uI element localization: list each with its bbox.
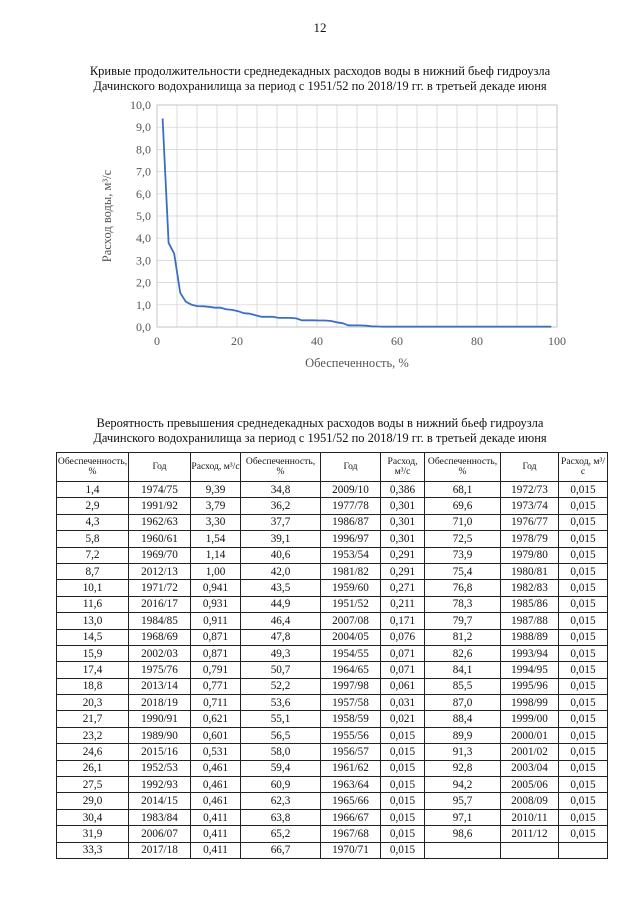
table-row — [57, 777, 608, 793]
table-cell: 1957/58 — [321, 695, 381, 711]
table-cell: 62,3 — [241, 793, 321, 809]
x-tick-label: 0 — [154, 334, 160, 348]
table-cell: 2018/19 — [129, 695, 191, 711]
table-cell: 0,015 — [559, 760, 608, 776]
table-cell: 0,015 — [559, 531, 608, 547]
table-title-line-1: Вероятность превышения среднедекадных расходов воды в нижний бьеф гидроузла — [96, 416, 544, 430]
chart-title — [30, 64, 610, 94]
table-cell: 1980/81 — [501, 563, 559, 579]
table-cell: 0,461 — [191, 760, 241, 776]
table-cell: 0,031 — [381, 695, 425, 711]
table-cell: 43,5 — [241, 580, 321, 596]
table-cell: 63,8 — [241, 809, 321, 825]
table-cell: 79,7 — [425, 613, 501, 629]
table-cell: 0,171 — [381, 613, 425, 629]
table-row — [57, 793, 608, 809]
table-cell: 71,0 — [425, 514, 501, 530]
y-tick-label: 5,0 — [136, 209, 151, 223]
table-cell: 65,2 — [241, 826, 321, 842]
table-cell: 1960/61 — [129, 531, 191, 547]
table-cell: 2007/08 — [321, 613, 381, 629]
table-cell: 60,9 — [241, 777, 321, 793]
table-cell: 1986/87 — [321, 514, 381, 530]
table-cell: 0,015 — [559, 547, 608, 563]
table-cell: 0,015 — [559, 711, 608, 727]
table-cell: 40,6 — [241, 547, 321, 563]
table-cell: 94,2 — [425, 777, 501, 793]
table-cell: 26,1 — [57, 760, 129, 776]
table-cell: 2010/11 — [501, 809, 559, 825]
table-cell: 0,071 — [381, 662, 425, 678]
table-cell: 3,79 — [191, 498, 241, 514]
table-row — [57, 580, 608, 596]
y-tick-label: 1,0 — [136, 297, 151, 312]
table-cell: 13,0 — [57, 613, 129, 629]
table-cell: 0,015 — [381, 809, 425, 825]
table-cell: 1951/52 — [321, 596, 381, 612]
column-header: Обеспеченность, % — [241, 453, 321, 482]
table-cell: 1967/68 — [321, 826, 381, 842]
table-cell: 50,7 — [241, 662, 321, 678]
table-cell: 1963/64 — [321, 777, 381, 793]
table-cell: 1997/98 — [321, 678, 381, 694]
table-header-row — [57, 453, 608, 482]
table-cell: 95,7 — [425, 793, 501, 809]
table-cell: 69,6 — [425, 498, 501, 514]
table-cell: 85,5 — [425, 678, 501, 694]
table-cell: 1969/70 — [129, 547, 191, 563]
table-cell: 0,015 — [381, 793, 425, 809]
table-cell: 46,4 — [241, 613, 321, 629]
table-cell: 88,4 — [425, 711, 501, 727]
page-number: 12 — [313, 20, 327, 35]
x-tick-label: 60 — [391, 334, 403, 348]
table-cell: 0,301 — [381, 531, 425, 547]
table-cell: 1998/99 — [501, 695, 559, 711]
table-cell: 1994/95 — [501, 662, 559, 678]
table-cell: 2014/15 — [129, 793, 191, 809]
table-cell: 0,015 — [559, 695, 608, 711]
table-cell — [559, 842, 608, 858]
table-cell: 2017/18 — [129, 842, 191, 858]
table-cell: 0,531 — [191, 744, 241, 760]
table-cell: 0,411 — [191, 842, 241, 858]
table-row — [57, 531, 608, 547]
table-cell: 2,9 — [57, 498, 129, 514]
table-cell: 2004/05 — [321, 629, 381, 645]
table-cell: 1990/91 — [129, 711, 191, 727]
table-cell: 1975/76 — [129, 662, 191, 678]
y-axis-label: Расход воды, м³/с — [100, 169, 114, 263]
table-cell: 18,8 — [57, 678, 129, 694]
table-cell: 1958/59 — [321, 711, 381, 727]
y-tick-label: 7,0 — [136, 164, 151, 179]
table-cell: 0,015 — [559, 563, 608, 579]
table-cell: 30,4 — [57, 809, 129, 825]
table-cell: 2006/07 — [129, 826, 191, 842]
table-cell: 33,3 — [57, 842, 129, 858]
table-cell — [425, 842, 501, 858]
table-cell: 2015/16 — [129, 744, 191, 760]
table-cell: 98,6 — [425, 826, 501, 842]
table-cell: 1,54 — [191, 531, 241, 547]
table-cell: 0,015 — [559, 645, 608, 661]
table-cell: 0,301 — [381, 498, 425, 514]
table-cell: 55,1 — [241, 711, 321, 727]
table-cell: 1962/63 — [129, 514, 191, 530]
table-cell: 0,771 — [191, 678, 241, 694]
table-cell: 0,015 — [559, 613, 608, 629]
table-cell: 29,0 — [57, 793, 129, 809]
table-cell: 1953/54 — [321, 547, 381, 563]
table-cell: 0,021 — [381, 711, 425, 727]
x-tick-label: 20 — [231, 334, 243, 348]
table-cell: 0,941 — [191, 580, 241, 596]
table-cell: 27,5 — [57, 777, 129, 793]
table-row — [57, 514, 608, 530]
table-cell: 0,061 — [381, 678, 425, 694]
x-axis-label: Обеспеченность, % — [305, 356, 409, 370]
table-cell: 8,7 — [57, 563, 129, 579]
table-cell: 1961/62 — [321, 760, 381, 776]
table-row — [57, 613, 608, 629]
table-cell: 21,7 — [57, 711, 129, 727]
y-tick-label: 4,0 — [136, 231, 151, 246]
table-cell: 31,9 — [57, 826, 129, 842]
table-cell: 0,015 — [559, 514, 608, 530]
table-cell: 1970/71 — [321, 842, 381, 858]
table-cell — [501, 842, 559, 858]
table-cell: 0,621 — [191, 711, 241, 727]
table-cell: 58,0 — [241, 744, 321, 760]
y-tick-label: 10,0 — [130, 98, 151, 112]
table-cell: 1976/77 — [501, 514, 559, 530]
table-cell: 2011/12 — [501, 826, 559, 842]
table-cell: 0,291 — [381, 547, 425, 563]
table-row — [57, 662, 608, 678]
table-cell: 24,6 — [57, 744, 129, 760]
table-cell: 1956/57 — [321, 744, 381, 760]
table-cell: 0,461 — [191, 777, 241, 793]
table-cell: 0,015 — [381, 744, 425, 760]
table-cell: 2003/04 — [501, 760, 559, 776]
table-row — [57, 547, 608, 563]
table-title — [30, 416, 610, 446]
table-cell: 1992/93 — [129, 777, 191, 793]
table-cell: 89,9 — [425, 727, 501, 743]
table-cell: 82,6 — [425, 645, 501, 661]
table-cell: 0,411 — [191, 809, 241, 825]
table-cell: 1981/82 — [321, 563, 381, 579]
table-cell: 0,911 — [191, 613, 241, 629]
table-cell: 1966/67 — [321, 809, 381, 825]
table-cell: 5,8 — [57, 531, 129, 547]
table-cell: 92,8 — [425, 760, 501, 776]
x-tick-label: 100 — [548, 334, 566, 348]
table-cell: 34,8 — [241, 482, 321, 498]
table-cell: 15,9 — [57, 645, 129, 661]
table-cell: 2016/17 — [129, 596, 191, 612]
table-title-line-2: Дачинского водохранилища за период с 1951/52 по 2018/19 гг. в третьей декаде июня — [93, 431, 547, 445]
table-cell: 2012/13 — [129, 563, 191, 579]
table-cell: 49,3 — [241, 645, 321, 661]
y-tick-label: 0,0 — [136, 320, 151, 334]
column-header: Обеспеченность, % — [425, 453, 501, 482]
table-cell: 66,7 — [241, 842, 321, 858]
table-cell: 0,015 — [559, 662, 608, 678]
table-cell: 0,076 — [381, 629, 425, 645]
column-header: Год — [129, 453, 191, 482]
x-tick-label: 40 — [311, 334, 323, 348]
table-cell: 39,1 — [241, 531, 321, 547]
table-cell: 36,2 — [241, 498, 321, 514]
table-cell: 1973/74 — [501, 498, 559, 514]
column-header: Расход, м³/с — [559, 453, 608, 482]
table-row — [57, 629, 608, 645]
table-cell: 1983/84 — [129, 809, 191, 825]
table-cell: 72,5 — [425, 531, 501, 547]
table-cell: 0,015 — [559, 777, 608, 793]
table-cell: 1989/90 — [129, 727, 191, 743]
table-cell: 56,5 — [241, 727, 321, 743]
exceedance-table — [56, 452, 608, 859]
table-cell: 0,071 — [381, 645, 425, 661]
y-tick-label: 3,0 — [136, 253, 151, 268]
table-cell: 0,791 — [191, 662, 241, 678]
table-row — [57, 760, 608, 776]
table-cell: 1955/56 — [321, 727, 381, 743]
column-header: Расход, м³/с — [191, 453, 241, 482]
table-cell: 0,871 — [191, 629, 241, 645]
table-cell: 1968/69 — [129, 629, 191, 645]
table-cell: 0,601 — [191, 727, 241, 743]
table-cell: 0,871 — [191, 645, 241, 661]
table-cell: 78,3 — [425, 596, 501, 612]
table-cell: 1988/89 — [501, 629, 559, 645]
table-cell: 1979/80 — [501, 547, 559, 563]
table-cell: 2000/01 — [501, 727, 559, 743]
column-header: Обеспеченность, % — [57, 453, 129, 482]
table-cell: 1954/55 — [321, 645, 381, 661]
table-cell: 20,3 — [57, 695, 129, 711]
table-cell: 0,015 — [381, 760, 425, 776]
table-cell: 7,2 — [57, 547, 129, 563]
table-cell: 81,2 — [425, 629, 501, 645]
table-body — [57, 482, 608, 859]
column-header: Год — [501, 453, 559, 482]
table-row — [57, 711, 608, 727]
table-cell: 1977/78 — [321, 498, 381, 514]
table-cell: 1993/94 — [501, 645, 559, 661]
table-cell: 0,931 — [191, 596, 241, 612]
table-cell: 1971/72 — [129, 580, 191, 596]
table-cell: 1972/73 — [501, 482, 559, 498]
y-tick-label: 6,0 — [136, 186, 151, 201]
table-cell: 2013/14 — [129, 678, 191, 694]
chart-title-line-2: Дачинского водохранилища за период с 1951/52 по 2018/19 гг. в третьей декаде июня — [93, 79, 547, 93]
table-cell: 0,411 — [191, 826, 241, 842]
table-cell: 1987/88 — [501, 613, 559, 629]
table-row — [57, 826, 608, 842]
table-row — [57, 563, 608, 579]
table-row — [57, 695, 608, 711]
table-cell: 44,9 — [241, 596, 321, 612]
table-cell: 1984/85 — [129, 613, 191, 629]
table-row — [57, 645, 608, 661]
table-cell: 0,015 — [381, 727, 425, 743]
table-cell: 2002/03 — [129, 645, 191, 661]
table-cell: 1996/97 — [321, 531, 381, 547]
table-cell: 87,0 — [425, 695, 501, 711]
table-cell: 11,6 — [57, 596, 129, 612]
table-cell: 0,015 — [559, 629, 608, 645]
table-cell: 0,015 — [559, 744, 608, 760]
table-cell: 1999/00 — [501, 711, 559, 727]
table-cell: 0,461 — [191, 793, 241, 809]
table-cell: 59,4 — [241, 760, 321, 776]
table-cell: 0,015 — [559, 596, 608, 612]
table-cell: 1,4 — [57, 482, 129, 498]
table-cell: 0,015 — [559, 727, 608, 743]
table-cell: 1965/66 — [321, 793, 381, 809]
table-row — [57, 727, 608, 743]
table-cell: 2005/06 — [501, 777, 559, 793]
column-header: Год — [321, 453, 381, 482]
y-tick-label: 8,0 — [136, 142, 151, 157]
table-cell: 0,015 — [559, 498, 608, 514]
table-cell: 52,2 — [241, 678, 321, 694]
table-cell: 1978/79 — [501, 531, 559, 547]
table-cell: 1959/60 — [321, 580, 381, 596]
table-cell: 1964/65 — [321, 662, 381, 678]
x-tick-label: 80 — [471, 334, 483, 348]
table-cell: 91,3 — [425, 744, 501, 760]
table-cell: 75,4 — [425, 563, 501, 579]
table-cell: 1985/86 — [501, 596, 559, 612]
table-cell: 53,6 — [241, 695, 321, 711]
table-row — [57, 678, 608, 694]
table-cell: 1952/53 — [129, 760, 191, 776]
table-cell: 42,0 — [241, 563, 321, 579]
y-tick-label: 9,0 — [136, 120, 151, 135]
table-cell: 0,015 — [559, 793, 608, 809]
table-cell: 37,7 — [241, 514, 321, 530]
table-cell: 2008/09 — [501, 793, 559, 809]
table-cell: 0,015 — [559, 809, 608, 825]
duration-curve-chart — [95, 97, 575, 377]
table-cell: 84,1 — [425, 662, 501, 678]
table-cell: 17,4 — [57, 662, 129, 678]
table-cell: 23,2 — [57, 727, 129, 743]
table-cell: 0,015 — [559, 678, 608, 694]
table-cell: 1974/75 — [129, 482, 191, 498]
table-cell: 68,1 — [425, 482, 501, 498]
y-tick-label: 2,0 — [136, 275, 151, 290]
table-cell: 0,301 — [381, 514, 425, 530]
table-cell: 47,8 — [241, 629, 321, 645]
table-cell: 73,9 — [425, 547, 501, 563]
table-cell: 1,14 — [191, 547, 241, 563]
table-cell: 76,8 — [425, 580, 501, 596]
table-cell: 0,386 — [381, 482, 425, 498]
column-header: Расход, м³/с — [381, 453, 425, 482]
table-row — [57, 498, 608, 514]
table-cell: 0,015 — [559, 580, 608, 596]
table-cell: 3,30 — [191, 514, 241, 530]
table-cell: 0,211 — [381, 596, 425, 612]
table-cell: 1995/96 — [501, 678, 559, 694]
table-cell: 10,1 — [57, 580, 129, 596]
table-cell: 0,291 — [381, 563, 425, 579]
table-cell: 0,015 — [559, 826, 608, 842]
table-cell: 2001/02 — [501, 744, 559, 760]
table-cell: 0,271 — [381, 580, 425, 596]
table-cell: 14,5 — [57, 629, 129, 645]
table-cell: 0,711 — [191, 695, 241, 711]
table-row — [57, 842, 608, 858]
table-row — [57, 809, 608, 825]
table-row — [57, 744, 608, 760]
table-cell: 0,015 — [381, 826, 425, 842]
table-cell: 0,015 — [559, 482, 608, 498]
table-cell: 9,39 — [191, 482, 241, 498]
table-cell: 97,1 — [425, 809, 501, 825]
table-cell: 4,3 — [57, 514, 129, 530]
table-cell: 0,015 — [381, 842, 425, 858]
table-row — [57, 596, 608, 612]
table-cell: 0,015 — [381, 777, 425, 793]
table-cell: 1,00 — [191, 563, 241, 579]
table-row — [57, 482, 608, 498]
table-cell: 2009/10 — [321, 482, 381, 498]
chart-title-line-1: Кривые продолжительности среднедекадных расходов воды в нижний бьеф гидроузла — [89, 64, 551, 78]
table-cell: 1982/83 — [501, 580, 559, 596]
table-cell: 1991/92 — [129, 498, 191, 514]
